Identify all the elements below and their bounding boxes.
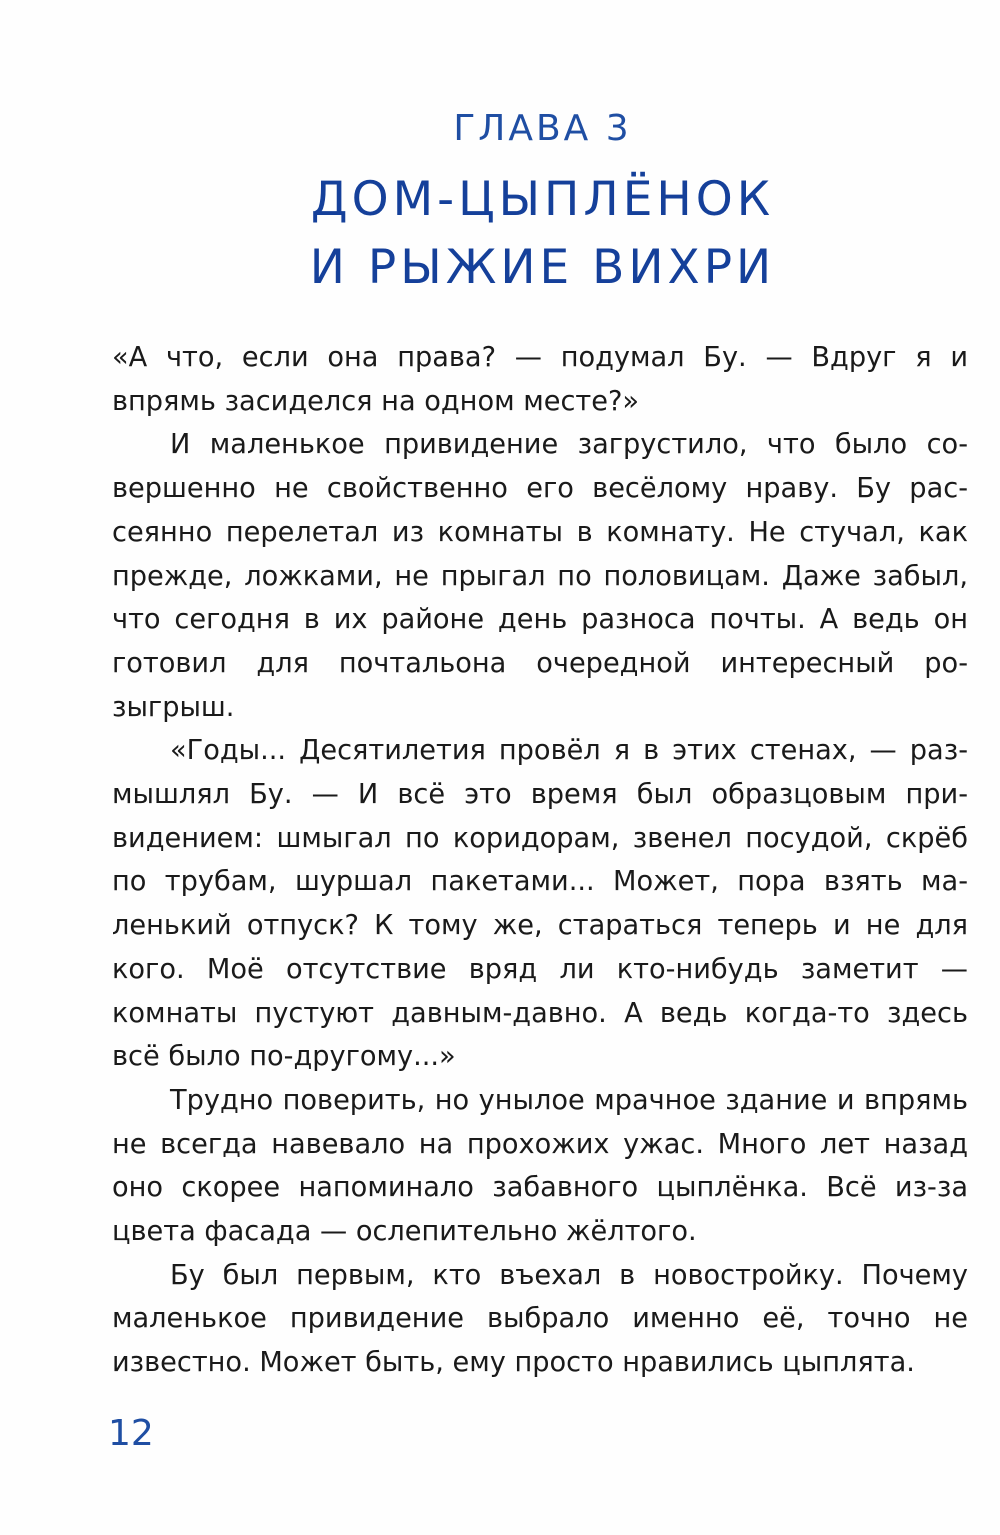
chapter-label: ГЛАВА 3 [453,108,632,149]
paragraph-3: «Годы... Десятилетия провёл я в этих стенах, — размышлял Бу. — И всё это время был образцовым привидением: шмыгал по коридорам, звенел посудой, скрёб по трубам, шуршал пакетами... Может, пора взять маленький отпуск? К тому же, стараться теперь и не для кого. Моё отсутствие вряд ли кто-нибудь заметит — комнаты пустуют давным-давно. А ведь когда-то здесь всё было по-другому...» [112,735,968,1073]
chapter-title-line-2: И РЫЖИЕ ВИХРИ [309,240,776,295]
paragraph-4: Трудно поверить, но унылое мрачное здание и впрямь не всегда навевало на прохожих ужас. Много лет назад оно скорее напоминало забавного цыплёнка. Всё из-за цвета фасада — ослепительно жёлтого. [112,1084,968,1248]
page-number: 12 [108,1413,154,1454]
chapter-title-line-1: ДОМ-ЦЫПЛЁНОК [310,172,775,227]
paragraph-1: «А что, если она права? — подумал Бу. — Вдруг я и впрямь засиделся на одном месте?» [112,342,968,417]
chapter-body-text [112,336,968,1385]
paragraph-2: И маленькое привидение загрустило, что было совершенно не свойственно его весёлому нраву. Бу рассеянно перелетал из комнаты в комнату. Не стучал, как прежде, ложками, не прыгал по половицам. Даже забыл, что сегодня в их районе день разноса почты. А ведь он готовил для почтальона очередной интересный розыгрыш. [112,429,968,723]
paragraph-5: Бу был первым, кто въехал в новостройку. Почему маленькое привидение выбрало именно её, точно не известно. Может быть, ему просто нравились цыплята. [112,1259,968,1379]
